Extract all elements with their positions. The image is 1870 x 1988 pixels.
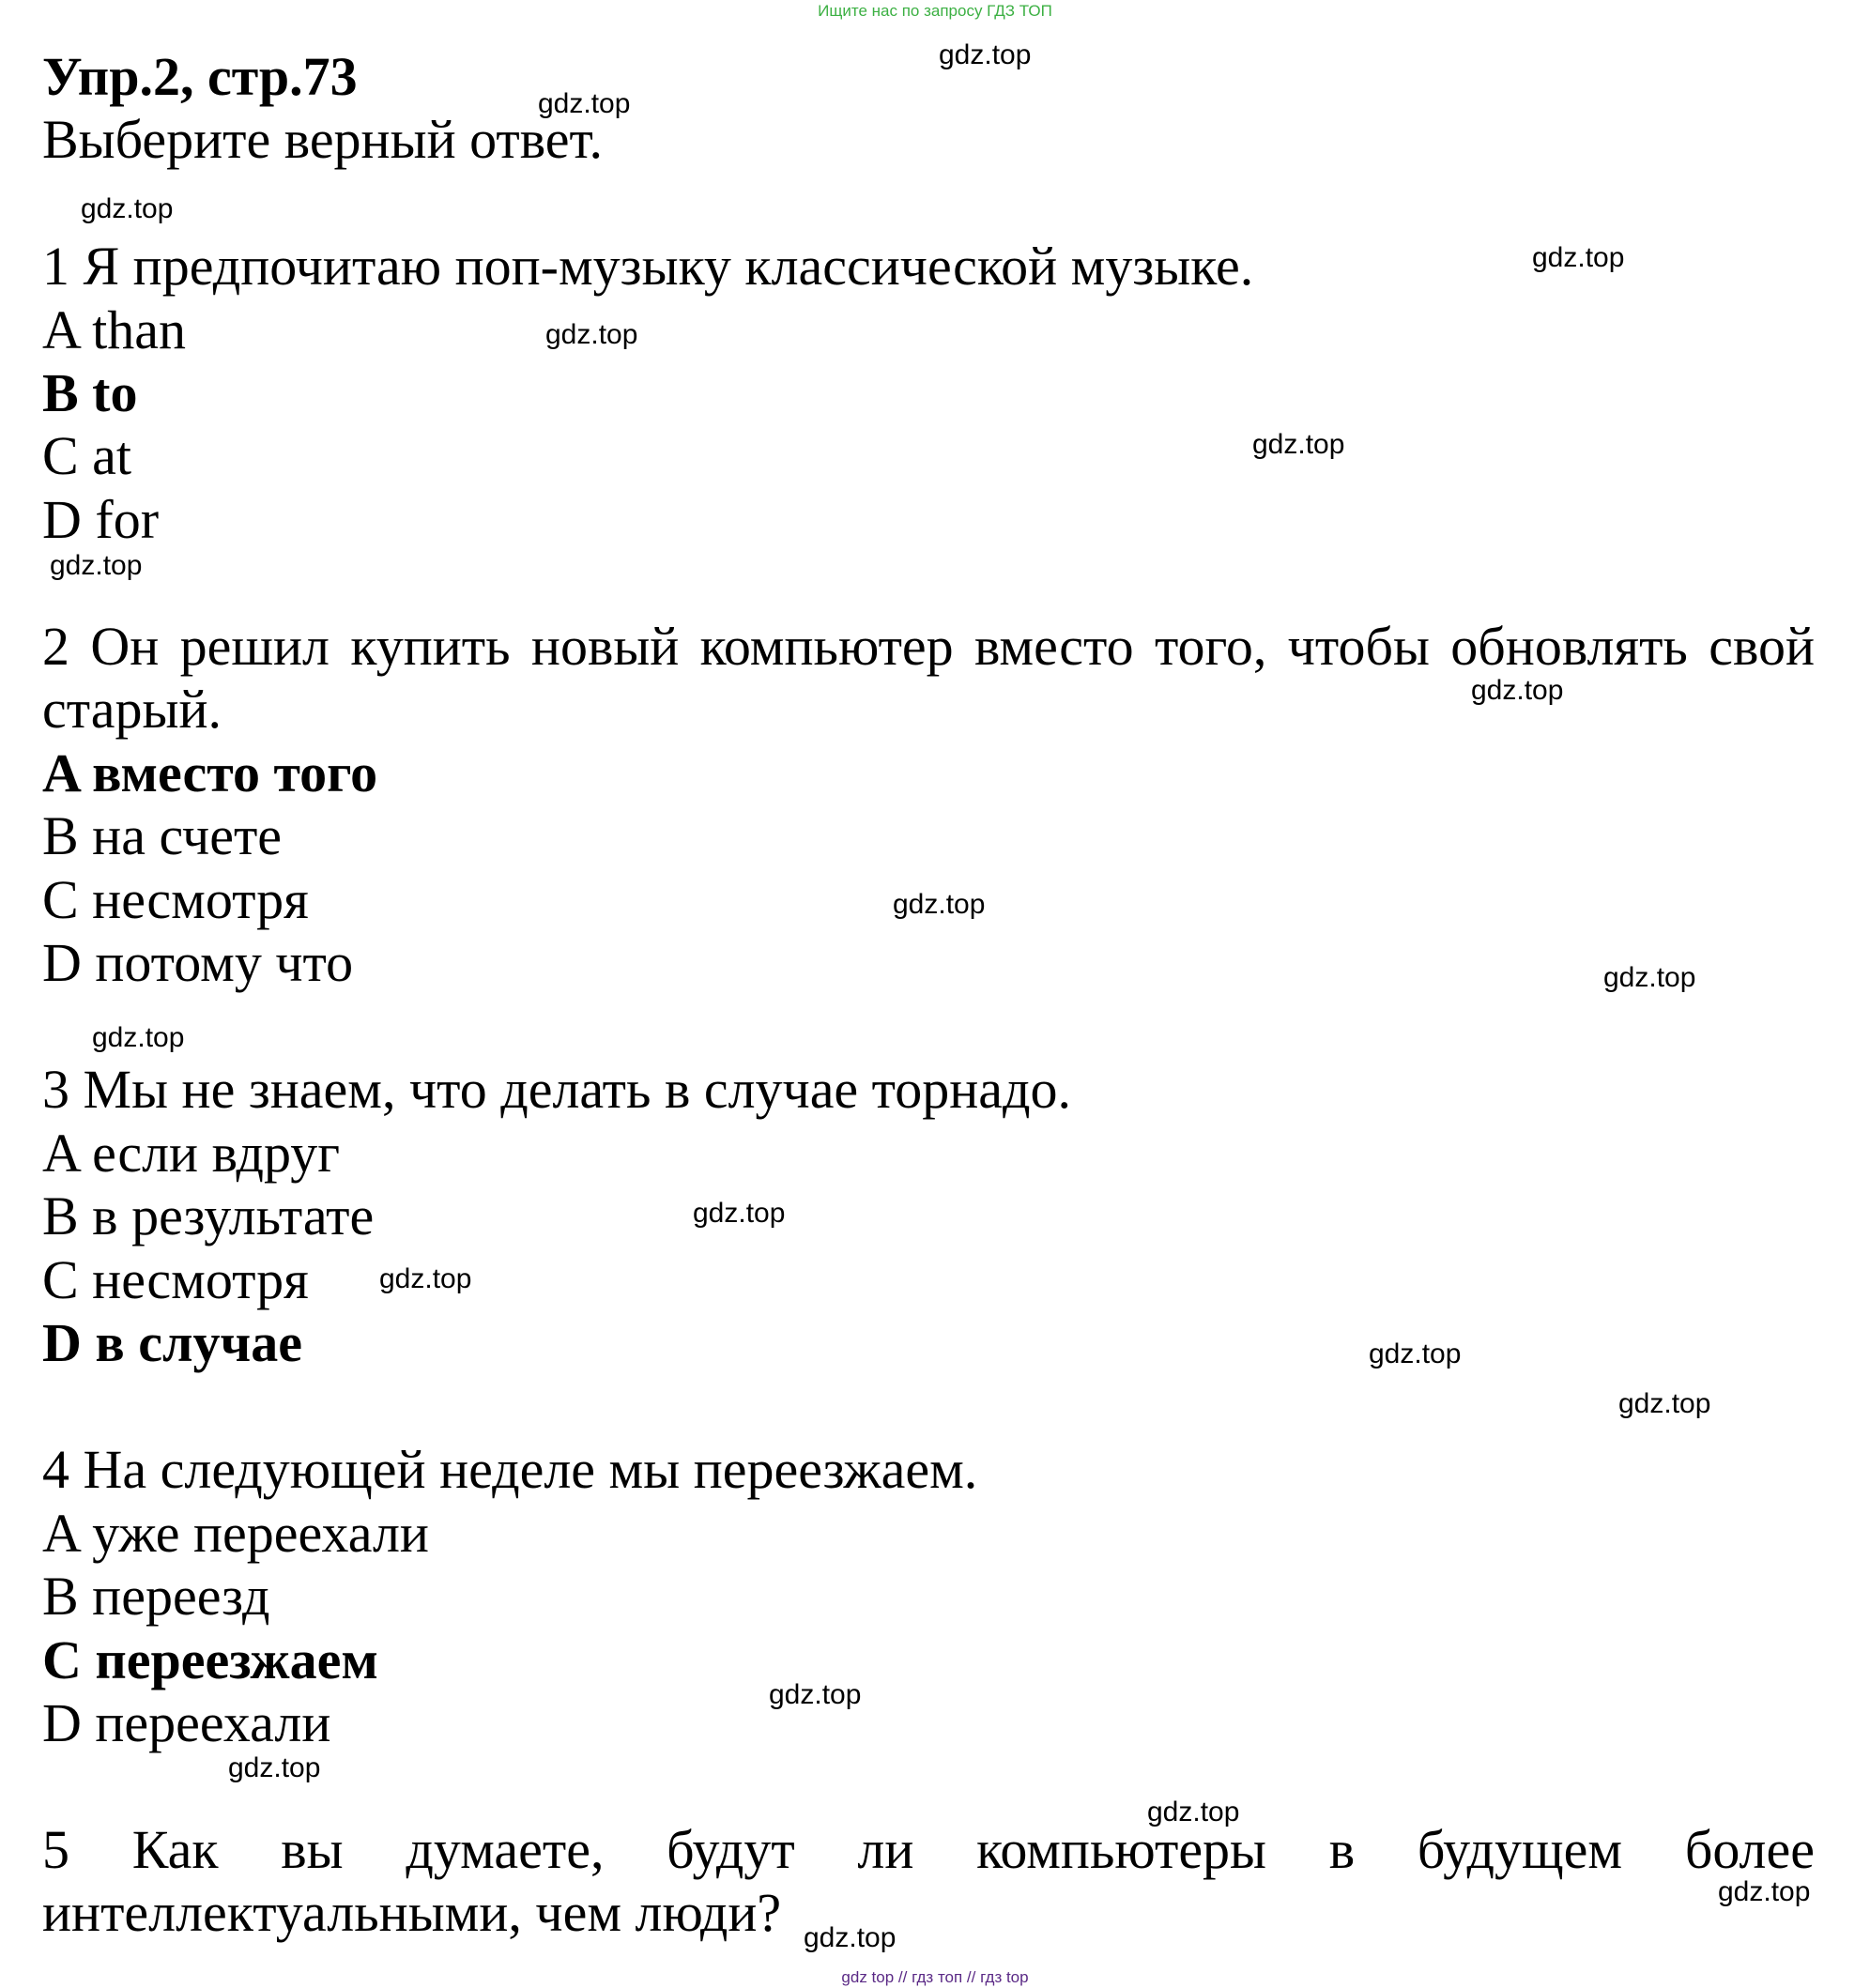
question-1-option-b-correct: B to — [42, 362, 138, 423]
watermark: gdz.top — [1603, 962, 1696, 993]
question-2-option-c: C несмотря — [42, 869, 309, 930]
question-4-text: 4 На следующей неделе мы переезжаем. — [42, 1439, 978, 1500]
watermark: gdz.top — [893, 889, 986, 920]
watermark: gdz.top — [769, 1679, 862, 1710]
exercise-title: Упр.2, стр.73 — [42, 46, 358, 107]
question-2-option-b: B на счете — [42, 805, 283, 866]
watermark: gdz.top — [379, 1263, 472, 1294]
question-1-option-a: A than — [42, 299, 187, 360]
question-4-option-a: A уже переехали — [42, 1503, 429, 1564]
watermark: gdz.top — [50, 550, 143, 581]
watermark: gdz.top — [228, 1752, 321, 1783]
watermark: gdz.top — [81, 193, 174, 224]
top-banner: Ищите нас по запросу ГДЗ ТОП — [818, 2, 1052, 20]
watermark: gdz.top — [1369, 1338, 1462, 1369]
watermark: gdz.top — [1618, 1388, 1711, 1419]
question-3-text: 3 Мы не знаем, что делать в случае торнадо. — [42, 1059, 1072, 1120]
watermark: gdz.top — [693, 1198, 786, 1229]
question-2-option-d: D потому что — [42, 932, 354, 993]
question-4-option-b: B переезд — [42, 1566, 270, 1627]
watermark: gdz.top — [939, 39, 1032, 70]
question-2-option-a-correct: A вместо того — [42, 742, 378, 803]
question-2-text-line2: старый. — [42, 679, 222, 740]
watermark: gdz.top — [545, 319, 638, 350]
question-1-option-d: D for — [42, 489, 160, 550]
exercise-instruction: Выберите верный ответ. — [42, 109, 603, 170]
question-4-option-c-correct: C переезжаем — [42, 1629, 378, 1690]
question-5-text-line1: 5 Как вы думаете, будут ли компьютеры в будущем более — [42, 1819, 1815, 1880]
question-3-option-d-correct: D в случае — [42, 1312, 302, 1373]
watermark: gdz.top — [1147, 1797, 1240, 1827]
watermark: gdz.top — [1532, 242, 1625, 273]
question-1-option-c: C at — [42, 425, 132, 486]
watermark: gdz.top — [92, 1022, 185, 1053]
watermark: gdz.top — [1252, 429, 1345, 460]
question-3-option-a: A если вдруг — [42, 1123, 341, 1184]
watermark: gdz.top — [1471, 675, 1564, 706]
watermark: gdz.top — [804, 1922, 897, 1953]
question-4-option-d: D переехали — [42, 1692, 331, 1753]
question-3-option-b: B в результате — [42, 1185, 375, 1246]
question-2-text-line1: 2 Он решил купить новый компьютер вместо того, чтобы обновлять свой — [42, 616, 1815, 677]
watermark: gdz.top — [538, 88, 631, 119]
bottom-banner: gdz top // гдз топ // гдз top — [841, 1968, 1029, 1986]
watermark: gdz.top — [1718, 1876, 1811, 1907]
question-1-text: 1 Я предпочитаю поп-музыку классической музыке. — [42, 236, 1254, 297]
question-3-option-c: C несмотря — [42, 1249, 309, 1310]
question-5-text-line2: интеллектуальными, чем люди? — [42, 1882, 782, 1943]
